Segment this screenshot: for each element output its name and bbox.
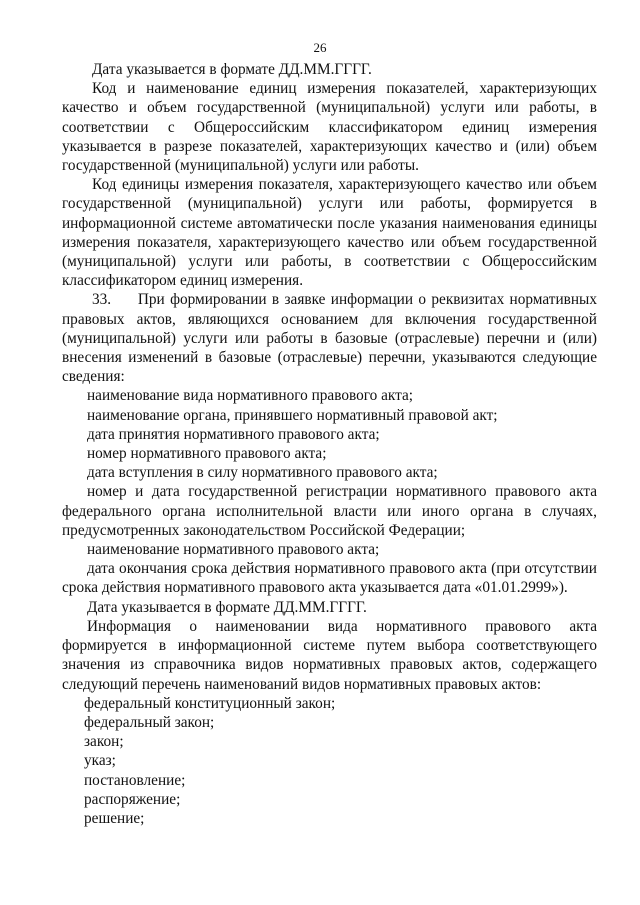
list-item: указ;	[84, 752, 116, 770]
paragraph-unit-code-auto: Код единицы измерения показателя, характеризующего качество или объем государственной (муниципальной) услуги или работы, формируется в информационной системе автоматически после указания наименования единицы измерения показателя, характеризующего качество или объем государственной (муниципальной) услуги или работы, в соответствии с Общероссийским классификатором единиц измерения.	[62, 176, 597, 290]
list-item: федеральный закон;	[84, 713, 215, 731]
paragraph-unit-code: Код и наименование единиц измерения показателей, характеризующих качество и объем государственной (муниципальной) услуги или работы, в соответствии с Общероссийским классификатором единиц измерения указывается в разрезе показателей, характеризующих качество и (или) объем государственной (муниципальной) услуги или работы.	[62, 80, 597, 175]
list-item: распоряжение;	[84, 790, 181, 808]
paragraph-date-format-2: Дата указывается в формате ДД.ММ.ГГГГ.	[87, 598, 367, 616]
document-body	[62, 60, 597, 828]
list-item: дата вступления в силу нормативного правового акта;	[87, 464, 438, 482]
list-item: решение;	[84, 809, 145, 827]
list-item: номер и дата государственной регистрации нормативного правового акта федерального органа исполнительной власти или иного органа в случаях, предусмотренных законодательством Российской Федерации;	[62, 483, 597, 539]
paragraph-act-type-info: Информация о наименовании вида нормативного правового акта формируется в информационной системе путем выбора соответствующего значения из справочника видов нормативных правовых актов, содержащего следующий перечень наименований видов нормативных правовых актов:	[62, 617, 597, 693]
list-item: номер нормативного правового акта;	[87, 445, 327, 463]
list-item: постановление;	[84, 771, 186, 789]
page-number: 26	[313, 40, 327, 55]
paragraph-date-format-1: Дата указывается в формате ДД.ММ.ГГГГ.	[92, 61, 372, 78]
list-item: федеральный конституционный закон;	[84, 694, 336, 712]
list-item: наименование органа, принявшего нормативный правовой акт;	[87, 406, 498, 424]
list-item: наименование вида нормативного правового акта;	[87, 387, 414, 405]
list-item: наименование нормативного правового акта;	[87, 541, 380, 559]
list-item: дата принятия нормативного правового акта;	[87, 425, 380, 443]
list-item: закон;	[84, 733, 124, 751]
list-item: дата окончания срока действия нормативного правового акта (при отсутствии срока действия нормативного правового акта указывается дата «01.01.2999»).	[62, 560, 597, 597]
paragraph-item-33: 33. При формировании в заявке информации о реквизитах нормативных правовых актов, являющихся основанием для включения государственной (муниципальной) услуги или работы в базовые (отраслевые) перечни и (или) внесения изменений в базовые (отраслевые) перечни, указываются следующие сведения:	[62, 291, 597, 386]
